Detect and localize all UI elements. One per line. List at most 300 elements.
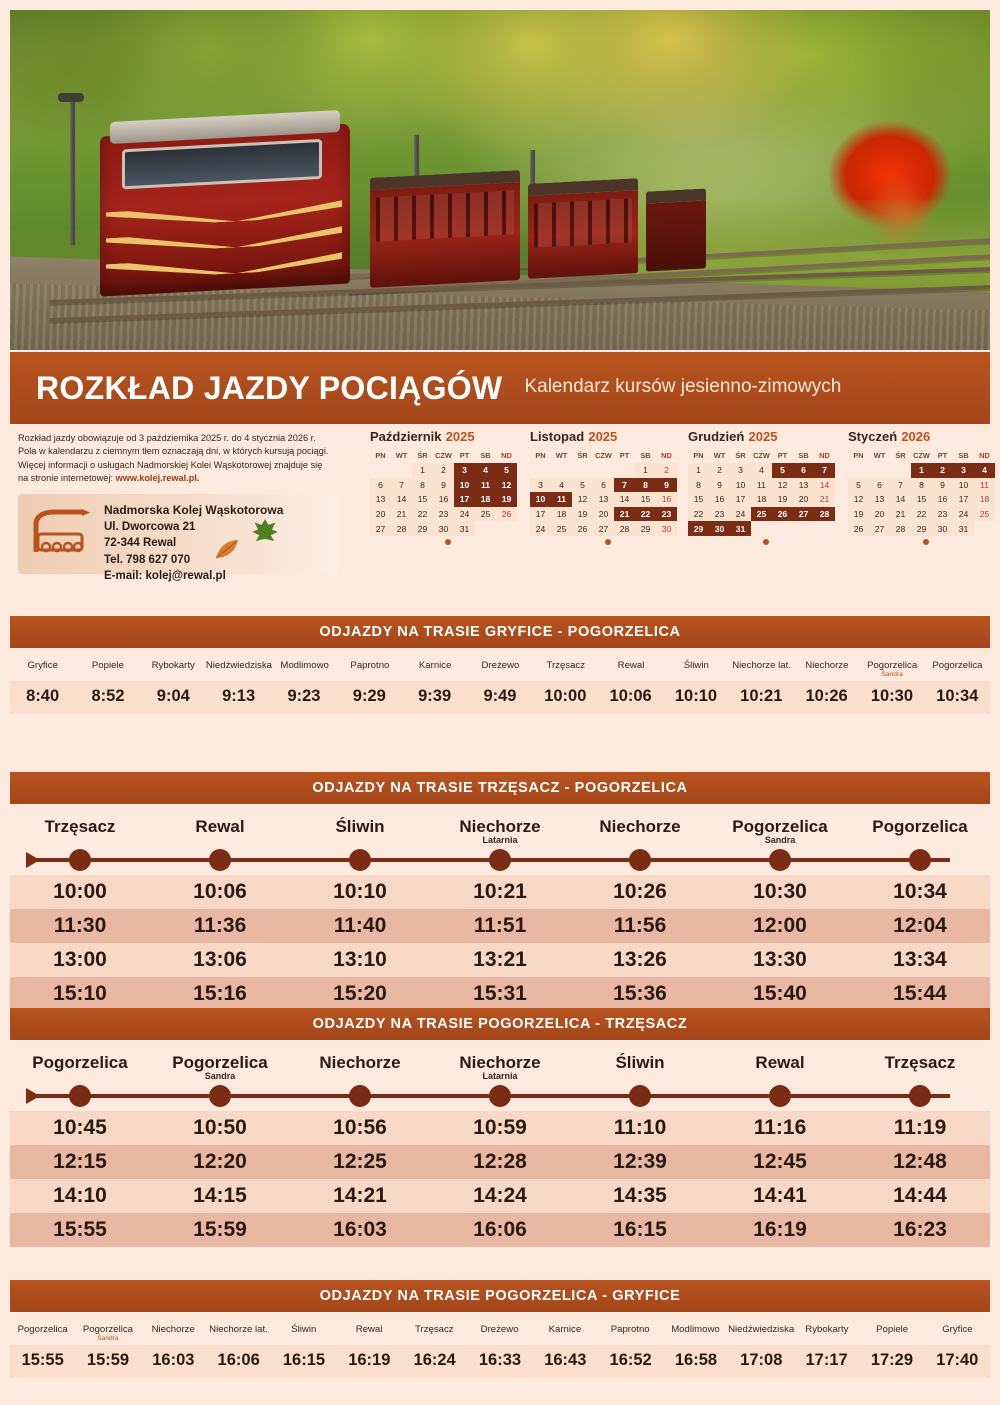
stop-header: Karnice — [418, 660, 452, 671]
calendar-day[interactable]: 10 — [454, 478, 475, 493]
calendar-day[interactable]: 8 — [412, 478, 433, 493]
departure-time: 10:34 — [936, 686, 979, 705]
calendar-day[interactable]: 30 — [932, 521, 953, 536]
stop-header: Karnice — [548, 1324, 582, 1335]
calendar-day[interactable]: 11 — [551, 492, 572, 507]
stop-dot-cell — [570, 1085, 710, 1107]
stop-header: Gryfice — [942, 1324, 973, 1335]
calendar-day[interactable]: 25 — [974, 507, 995, 522]
stop-header: Niedźwiedziska — [728, 1324, 795, 1335]
table-gryfice-pogorzelica — [10, 654, 990, 714]
stop-header: Trzęsacz — [415, 1324, 454, 1335]
locomotive — [100, 123, 350, 296]
calendar-day[interactable]: 17 — [953, 492, 974, 507]
calendar-day[interactable]: 3 — [530, 478, 551, 493]
calendar-day[interactable]: 17 — [454, 492, 475, 507]
calendar-day[interactable]: 17 — [730, 492, 751, 507]
departure-row — [10, 1111, 990, 1145]
calendar-day[interactable]: 11 — [475, 478, 496, 493]
departure-time: 16:06 — [473, 1218, 527, 1242]
stop-dot-cell — [10, 849, 150, 871]
stop-headers — [10, 1048, 990, 1081]
calendar-day[interactable]: 29 — [688, 521, 709, 536]
departure-row — [10, 1145, 990, 1179]
calendar-grid — [530, 449, 677, 536]
calendar-day[interactable]: 11 — [751, 478, 772, 493]
stop-header: Niedźwiedziska — [205, 660, 272, 671]
calendar-week — [530, 492, 677, 507]
calendar-dot — [923, 539, 929, 545]
calendar-day[interactable]: 7 — [614, 478, 635, 493]
calendar-week — [370, 492, 517, 507]
departure-time: 10:56 — [333, 1116, 387, 1140]
stop-header: Modlimowo — [280, 660, 329, 671]
departure-time: 16:23 — [893, 1218, 947, 1242]
calendar-day[interactable]: 5 — [848, 478, 869, 493]
calendar-day[interactable]: 8 — [911, 478, 932, 493]
calendar-day[interactable]: 12 — [572, 492, 593, 507]
departure-time: 9:29 — [352, 686, 386, 705]
calendar-day[interactable]: 27 — [593, 521, 614, 536]
calendar-day[interactable]: 25 — [751, 507, 772, 522]
calendar-weekday: ŚR — [895, 451, 906, 460]
calendar-week — [848, 507, 995, 522]
calendar-day[interactable]: 4 — [751, 463, 772, 478]
calendar-empty-cell — [869, 463, 890, 478]
calendar-day[interactable]: 5 — [772, 463, 793, 478]
departure-time: 9:13 — [222, 686, 256, 705]
calendar-day[interactable]: 31 — [454, 521, 475, 536]
passenger-wagon-2 — [528, 178, 638, 279]
calendar-week — [848, 521, 995, 536]
calendar-day[interactable]: 14 — [814, 478, 835, 493]
maple-leaf-icon — [250, 518, 276, 540]
stop-headers — [10, 654, 990, 681]
stop-dot-icon — [489, 1085, 511, 1107]
calendar-day[interactable]: 6 — [869, 478, 890, 493]
calendar-day[interactable]: 18 — [475, 492, 496, 507]
calendar-weekday: SB — [480, 451, 491, 460]
calendar-day[interactable]: 21 — [890, 507, 911, 522]
stop-dot-icon — [769, 849, 791, 871]
calendar-day[interactable]: 7 — [890, 478, 911, 493]
calendar-day[interactable]: 3 — [730, 463, 751, 478]
table-pogorzelica-gryfice — [10, 1318, 990, 1378]
stop-dot-icon — [909, 1085, 931, 1107]
departure-time: 14:24 — [473, 1184, 527, 1208]
calendar-day[interactable]: 6 — [593, 478, 614, 493]
calendar-day[interactable]: 4 — [974, 463, 995, 478]
calendar-day[interactable]: 18 — [751, 492, 772, 507]
departure-row — [10, 1179, 990, 1213]
calendar-day[interactable]: 16 — [932, 492, 953, 507]
departure-time: 12:48 — [893, 1150, 947, 1174]
stop-dot-cell — [10, 1085, 150, 1107]
departure-time: 8:40 — [26, 686, 60, 705]
calendar-day[interactable]: 28 — [890, 521, 911, 536]
calendar-week — [688, 521, 835, 536]
stop-header: Modlimowo — [671, 1324, 720, 1335]
calendar-day[interactable]: 7 — [391, 478, 412, 493]
stop-header: Dreżewo — [480, 1324, 519, 1335]
calendar-weekday: CZW — [753, 451, 770, 460]
calendar-day[interactable]: 10 — [530, 492, 551, 507]
calendar-day[interactable]: 16 — [656, 492, 677, 507]
calendar-empty-cell — [614, 463, 635, 478]
stop-dot-icon — [209, 849, 231, 871]
wagon-openings — [534, 198, 632, 247]
calendar-weekday: PN — [853, 451, 864, 460]
route-line — [10, 1081, 990, 1111]
stop-dot-cell — [150, 849, 290, 871]
stop-header: Śliwin — [683, 660, 709, 671]
departure-time: 9:23 — [287, 686, 321, 705]
calendar-day[interactable]: 22 — [635, 507, 656, 522]
stop-header: Niechorze Latarnia — [430, 1048, 570, 1081]
calendar-day[interactable]: 26 — [848, 521, 869, 536]
info-and-calendar-row — [10, 424, 990, 599]
calendar-day[interactable]: 21 — [614, 507, 635, 522]
calendar-day[interactable]: 21 — [391, 507, 412, 522]
calendar-day[interactable]: 16 — [709, 492, 730, 507]
page-subtitle: Kalendarz kursów jesienno-zimowych — [524, 376, 842, 397]
stop-header: Rybokarty — [805, 1324, 849, 1335]
calendar-day[interactable]: 30 — [656, 521, 677, 536]
calendar-day[interactable]: 15 — [911, 492, 932, 507]
calendar-day[interactable]: 25 — [475, 507, 496, 522]
calendar-day[interactable]: 9 — [932, 478, 953, 493]
calendar-day[interactable]: 16 — [433, 492, 454, 507]
departure-time: 12:25 — [333, 1150, 387, 1174]
departure-time: 14:10 — [53, 1184, 107, 1208]
calendar-day[interactable]: 4 — [475, 463, 496, 478]
calendar-day[interactable]: 5 — [496, 463, 517, 478]
departure-row — [10, 1213, 990, 1247]
calendar-day[interactable]: 12 — [772, 478, 793, 493]
info-line-2: Pola w kalendarzu z ciemnym tłem oznaczają dni, w których kursują pociągi. — [18, 446, 329, 457]
departure-row — [10, 1345, 990, 1378]
calendar-day[interactable]: 20 — [793, 492, 814, 507]
calendar-day[interactable]: 2 — [433, 463, 454, 478]
departure-time: 13:30 — [753, 948, 807, 972]
departure-rows — [10, 1111, 990, 1247]
calendar-day[interactable]: 23 — [656, 507, 677, 522]
departure-time: 13:00 — [53, 948, 107, 972]
calendar-day[interactable]: 2 — [932, 463, 953, 478]
stop-header: Pogorzelica Sandra — [860, 654, 925, 681]
calendar-day[interactable]: 26 — [772, 507, 793, 522]
calendar-empty-cell — [391, 463, 412, 478]
calendar-day[interactable]: 28 — [614, 521, 635, 536]
calendar-day[interactable]: 29 — [635, 521, 656, 536]
calendar-day[interactable]: 1 — [412, 463, 433, 478]
departure-time: 11:36 — [193, 914, 247, 938]
departure-rows — [10, 681, 990, 714]
calendar-day[interactable]: 1 — [911, 463, 932, 478]
stop-header: Popiele — [876, 1324, 909, 1335]
calendar-week — [530, 478, 677, 493]
calendar-day[interactable]: 17 — [530, 507, 551, 522]
calendar-day[interactable]: 9 — [656, 478, 677, 493]
autumn-leaf-icon — [214, 538, 240, 560]
stop-header: Dreżewo — [481, 660, 520, 671]
calendar-day[interactable]: 28 — [391, 521, 412, 536]
calendar-day[interactable]: 7 — [814, 463, 835, 478]
stop-header: Pogorzelica — [932, 660, 983, 671]
stop-header: Niechorze — [151, 1324, 195, 1335]
calendar-empty-cell — [572, 463, 593, 478]
calendar-day[interactable]: 10 — [730, 478, 751, 493]
calendar-day[interactable]: 13 — [869, 492, 890, 507]
stop-header: Niechorze — [805, 660, 849, 671]
departure-time: 15:55 — [53, 1218, 107, 1242]
departure-time: 12:00 — [753, 914, 807, 938]
company-email: E-mail: kolej@rewal.pl — [104, 570, 226, 583]
calendar-weekday: CZW — [913, 451, 930, 460]
calendar-day[interactable]: 22 — [412, 507, 433, 522]
calendar-day[interactable]: 26 — [496, 507, 517, 522]
calendar-week — [530, 463, 677, 478]
stop-header: Gryfice — [27, 660, 58, 671]
calendar-day[interactable]: 15 — [688, 492, 709, 507]
stop-dot-cell — [850, 849, 990, 871]
calendar-week — [370, 478, 517, 493]
departure-time: 12:39 — [613, 1150, 667, 1174]
calendar-weekday: ND — [979, 451, 990, 460]
calendar-day[interactable]: 26 — [572, 521, 593, 536]
departure-row — [10, 681, 990, 714]
banner-gryfice-pogorzelica: ODJAZDY NA TRASIE GRYFICE - POGORZELICA — [10, 616, 990, 648]
calendar-weekday: ŚR — [735, 451, 746, 460]
calendar-empty-cell — [370, 463, 391, 478]
stop-dot-icon — [629, 849, 651, 871]
contact-card — [18, 494, 338, 583]
stop-dot-icon — [629, 1085, 651, 1107]
stop-dot-icon — [489, 849, 511, 871]
locomotive-chevrons — [106, 192, 342, 290]
calendar-day[interactable]: 10 — [953, 478, 974, 493]
calendar-day[interactable]: 28 — [814, 507, 835, 522]
calendar-day[interactable]: 24 — [730, 507, 751, 522]
stop-dots — [10, 849, 990, 871]
stop-header: Niechorze — [599, 817, 681, 836]
calendar-day[interactable]: 13 — [593, 492, 614, 507]
calendar-weekday: PT — [777, 451, 788, 460]
calendar-january — [848, 428, 998, 536]
calendar-day[interactable]: 1 — [688, 463, 709, 478]
banner-pogorzelica-trzesacz: ODJAZDY NA TRASIE POGORZELICA - TRZĘSACZ — [10, 1008, 990, 1040]
calendar-day[interactable]: 22 — [688, 507, 709, 522]
stop-dot-cell — [290, 849, 430, 871]
stop-header: Śliwin — [291, 1324, 317, 1335]
calendar-day[interactable]: 12 — [848, 492, 869, 507]
departure-time: 14:35 — [613, 1184, 667, 1208]
departure-time: 10:21 — [473, 880, 527, 904]
calendar-day[interactable]: 5 — [572, 478, 593, 493]
stop-sub-label: Sandra — [97, 1335, 119, 1343]
company-phone: Tel. 798 627 070 — [104, 553, 191, 566]
calendar-day[interactable]: 18 — [974, 492, 995, 507]
stop-headers — [10, 812, 990, 845]
stop-header: Śliwin — [615, 1053, 665, 1072]
calendar-day[interactable]: 31 — [953, 521, 974, 536]
calendar-day[interactable]: 29 — [911, 521, 932, 536]
stop-header: Popiele — [91, 660, 124, 671]
passenger-wagon-1 — [370, 170, 520, 288]
calendar-day[interactable]: 22 — [911, 507, 932, 522]
calendar-day[interactable]: 4 — [551, 478, 572, 493]
calendar-day[interactable]: 20 — [593, 507, 614, 522]
calendar-day[interactable]: 3 — [953, 463, 974, 478]
departure-time: 11:19 — [893, 1116, 947, 1140]
calendar-grid — [848, 449, 995, 536]
departure-time: 10:06 — [193, 880, 247, 904]
calendar-weekday: SB — [640, 451, 651, 460]
departure-time: 15:40 — [753, 982, 807, 1006]
departure-time: 8:52 — [91, 686, 125, 705]
calendar-empty-cell — [530, 463, 551, 478]
calendar-day[interactable]: 23 — [709, 507, 730, 522]
calendar-day[interactable]: 24 — [953, 507, 974, 522]
calendar-day[interactable]: 2 — [656, 463, 677, 478]
calendar-weekday: ND — [661, 451, 672, 460]
calendar-day[interactable]: 14 — [614, 492, 635, 507]
calendar-day[interactable]: 3 — [454, 463, 475, 478]
departure-time: 12:20 — [193, 1150, 247, 1174]
calendar-day[interactable]: 27 — [370, 521, 391, 536]
departure-row — [10, 875, 990, 909]
departure-time: 10:00 — [544, 686, 587, 705]
calendar-day[interactable]: 21 — [814, 492, 835, 507]
calendar-day[interactable]: 12 — [496, 478, 517, 493]
calendar-day[interactable]: 15 — [635, 492, 656, 507]
calendar-weekday: SB — [798, 451, 809, 460]
stop-dot-icon — [769, 1085, 791, 1107]
calendar-day[interactable]: 8 — [688, 478, 709, 493]
website-link[interactable]: www.kolej.rewal.pl. — [115, 473, 200, 484]
table-pogorzelica-trzesacz — [10, 1048, 990, 1247]
departure-time: 15:16 — [193, 982, 247, 1006]
calendar-day[interactable]: 24 — [454, 507, 475, 522]
departure-time: 16:52 — [609, 1350, 652, 1369]
departure-time: 10:50 — [193, 1116, 247, 1140]
departure-time: 15:20 — [333, 982, 387, 1006]
calendar-day[interactable]: 13 — [370, 492, 391, 507]
departure-time: 16:43 — [544, 1350, 587, 1369]
calendar-day[interactable]: 25 — [551, 521, 572, 536]
departure-time: 16:24 — [413, 1350, 456, 1369]
calendar-day[interactable]: 11 — [974, 478, 995, 493]
departure-time: 12:28 — [473, 1150, 527, 1174]
calendar-day[interactable]: 19 — [848, 507, 869, 522]
departure-time: 10:59 — [473, 1116, 527, 1140]
calendar-weekday: WT — [873, 451, 886, 460]
info-line-1: Rozkład jazdy obowiązuje od 3 października 2025 r. do 4 stycznia 2026 r. — [18, 433, 316, 443]
departure-time: 10:00 — [53, 880, 107, 904]
calendar-day[interactable]: 18 — [551, 507, 572, 522]
departure-time: 13:34 — [893, 948, 947, 972]
departure-row — [10, 909, 990, 943]
stop-header: Niechorze lat. — [209, 1324, 268, 1335]
calendar-day[interactable]: 8 — [635, 478, 656, 493]
stop-dot-icon — [349, 1085, 371, 1107]
calendar-day[interactable]: 14 — [890, 492, 911, 507]
calendar-day[interactable]: 19 — [572, 507, 593, 522]
calendar-header: Październik 2025 — [370, 429, 475, 444]
calendar-grid — [688, 449, 835, 536]
calendar-day[interactable]: 23 — [433, 507, 454, 522]
stop-sub-label: Sandra — [881, 671, 903, 679]
calendar-week — [848, 463, 995, 478]
departure-time: 10:26 — [613, 880, 667, 904]
stop-header: Pogorzelica Sandra — [710, 812, 850, 845]
calendar-week — [370, 463, 517, 478]
calendar-day[interactable]: 31 — [730, 521, 751, 536]
calendar-day[interactable]: 15 — [412, 492, 433, 507]
calendar-day[interactable]: 30 — [433, 521, 454, 536]
calendar-day[interactable]: 2 — [709, 463, 730, 478]
departure-row — [10, 977, 990, 1011]
departure-time: 11:30 — [53, 914, 107, 938]
calendar-day[interactable]: 19 — [496, 492, 517, 507]
departure-time: 10:30 — [870, 686, 914, 705]
calendar-day[interactable]: 19 — [772, 492, 793, 507]
calendar-day[interactable]: 9 — [433, 478, 454, 493]
departure-time: 9:49 — [483, 686, 517, 705]
departure-time: 16:15 — [613, 1218, 667, 1242]
departure-time: 14:44 — [893, 1184, 947, 1208]
departure-time: 15:31 — [473, 982, 527, 1006]
departure-rows — [10, 1345, 990, 1378]
calendar-day[interactable]: 6 — [793, 463, 814, 478]
calendar-week — [530, 507, 677, 522]
calendar-day[interactable]: 23 — [932, 507, 953, 522]
stop-header: Pogorzelica — [32, 1053, 128, 1072]
calendar-week — [688, 478, 835, 493]
calendar-day[interactable]: 27 — [869, 521, 890, 536]
calendar-weekday: WT — [555, 451, 568, 460]
departure-time: 16:33 — [478, 1350, 522, 1369]
calendar-empty-cell — [814, 521, 835, 536]
calendar-day[interactable]: 29 — [412, 521, 433, 536]
stop-dot-cell — [570, 849, 710, 871]
calendar-day[interactable]: 20 — [869, 507, 890, 522]
info-line-4: na stronie internetowej: www.kolej.rewal.pl. — [18, 473, 200, 484]
stop-dot-icon — [349, 849, 371, 871]
stop-dot-cell — [710, 1085, 850, 1107]
company-street: Ul. Dworcowa 21 — [104, 521, 196, 534]
calendar-day[interactable]: 30 — [709, 521, 730, 536]
calendar-empty-cell — [890, 463, 911, 478]
calendar-day[interactable]: 14 — [391, 492, 412, 507]
page-title: ROZKŁAD JAZDY POCIĄGÓW — [36, 369, 503, 406]
calendar-day[interactable]: 24 — [530, 521, 551, 536]
calendar-empty-cell — [475, 521, 496, 536]
calendar-day[interactable]: 9 — [709, 478, 730, 493]
departure-time: 15:36 — [613, 982, 667, 1006]
stop-sub-label: Sandra — [764, 834, 796, 845]
calendar-day[interactable]: 13 — [793, 478, 814, 493]
calendar-day[interactable]: 27 — [793, 507, 814, 522]
calendar-day[interactable]: 6 — [370, 478, 391, 493]
departure-time: 11:16 — [753, 1116, 807, 1140]
calendar-day[interactable]: 1 — [635, 463, 656, 478]
stop-dot-cell — [290, 1085, 430, 1107]
calendar-day[interactable]: 20 — [370, 507, 391, 522]
stop-dot-icon — [209, 1085, 231, 1107]
calendar-header: Listopad 2025 — [530, 429, 618, 444]
stop-dot-icon — [69, 849, 91, 871]
